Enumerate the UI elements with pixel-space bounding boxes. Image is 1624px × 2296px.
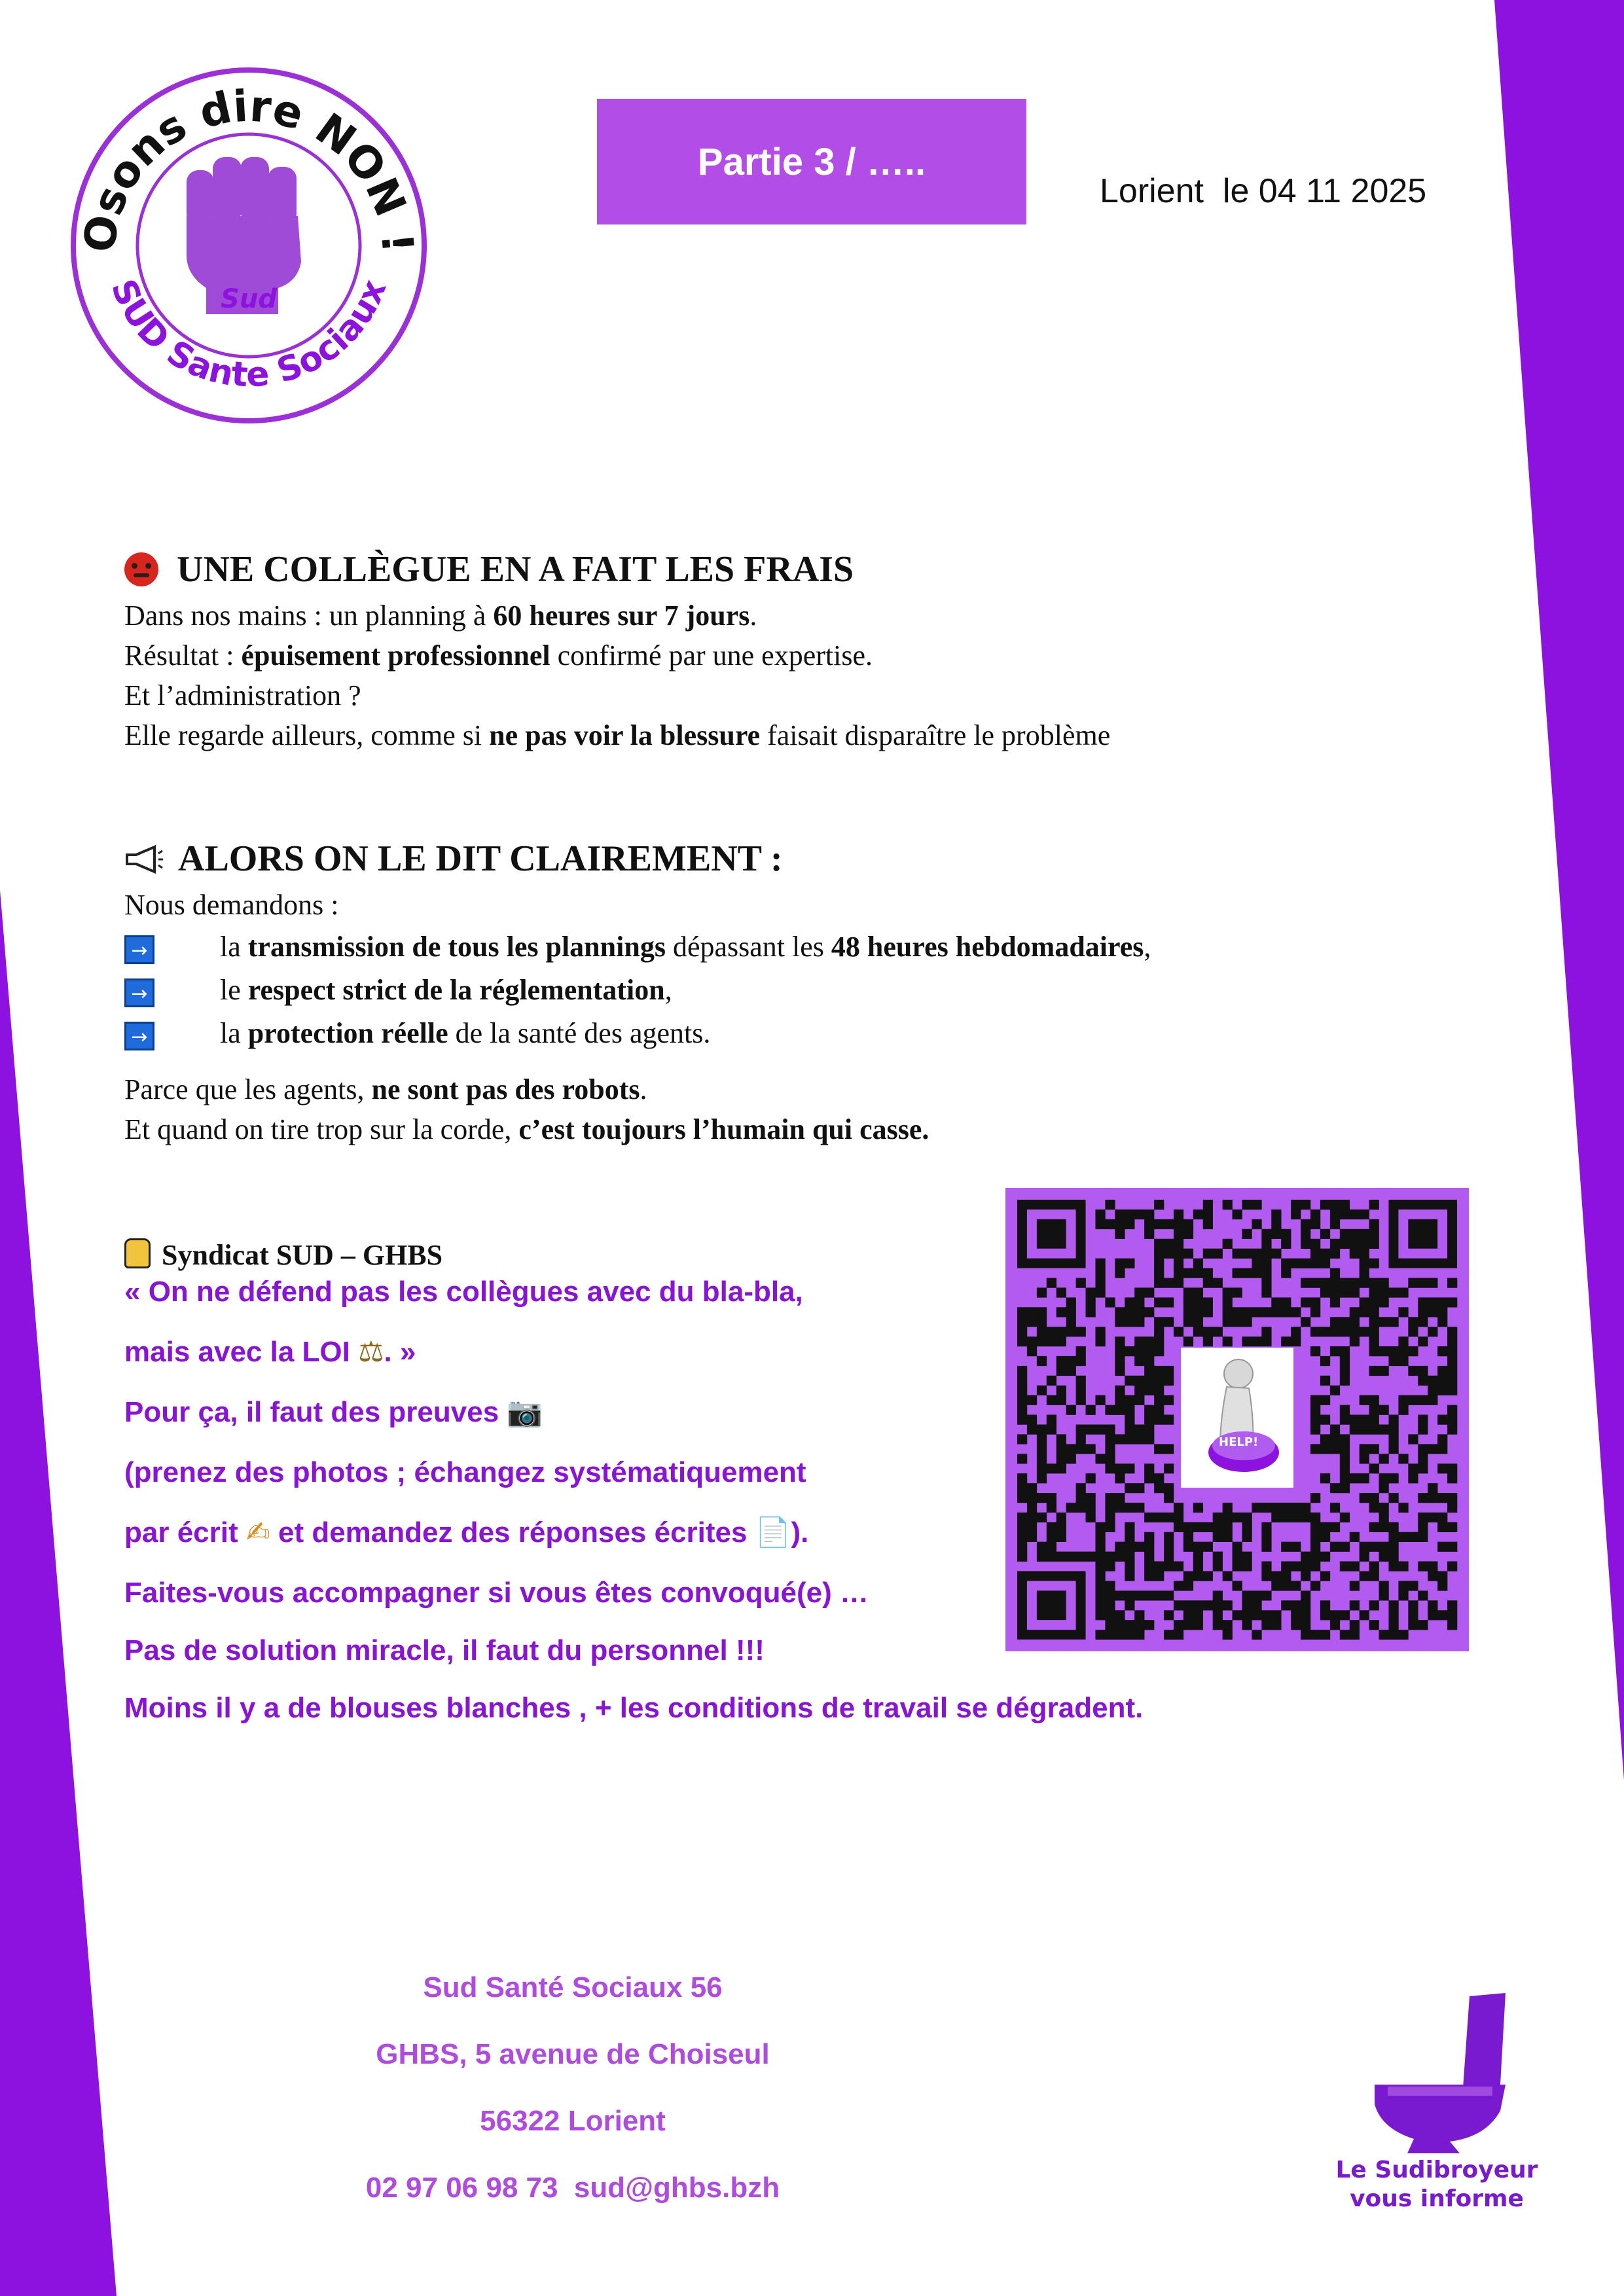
megaphone-icon <box>124 836 164 889</box>
help-image <box>1181 1348 1293 1488</box>
conclusion-line-2: Et quand on tire trop sur la corde, c’est toujours l’humain qui casse. <box>124 1113 929 1145</box>
section-one-line-3: Et l’administration ? <box>124 679 361 711</box>
qr-finder <box>1037 1219 1066 1249</box>
date-line: Lorient le 04 11 2025 <box>1100 172 1427 210</box>
demand-item-3: → la protection réelle de la santé des agents. <box>124 1013 1466 1069</box>
section-two-intro: Nous demandons : <box>124 889 339 921</box>
qr-code <box>1005 1188 1469 1651</box>
qr-finder <box>1408 1219 1437 1249</box>
accompany-line: Faites-vous accompagner si vous êtes convoqué(e) … <box>124 1577 869 1609</box>
scales-icon: ⚖ <box>358 1335 384 1369</box>
staff-line: Pas de solution miracle, il faut du personnel !!! <box>124 1634 765 1666</box>
help-label: HELP! <box>1219 1435 1259 1449</box>
footer-contact: 02 97 06 98 73 sud@ghbs.bzh <box>365 2172 780 2204</box>
section-two-title: ALORS ON LE DIT CLAIREMENT : <box>178 838 783 879</box>
footer-org: Sud Santé Sociaux 56 <box>423 1971 723 2003</box>
writing-hand-icon: ✍ <box>245 1516 270 1549</box>
mascot-line-1: Le Sudibroyeur <box>1335 2157 1538 2183</box>
section-one <box>124 543 1466 755</box>
logo-fist-text: Sud <box>221 284 277 314</box>
part-label-box <box>597 99 1026 224</box>
section-one-heading <box>124 543 1466 596</box>
raised-fist-icon <box>124 1238 151 1268</box>
arrow-right-icon: → <box>124 978 154 1007</box>
section-one-line-4: Elle regarde ailleurs, comme si ne pas voir la blessure faisait disparaître le problème <box>124 719 1111 751</box>
logo-top-text: Osons dire NON ! <box>73 81 424 256</box>
logo <box>69 65 429 425</box>
angry-face-icon <box>124 552 158 586</box>
written-line: par écrit ✍ et demandez des réponses écrites 📄). <box>124 1516 809 1549</box>
conditions-line: Moins il y a de blouses blanches , + les conditions de travail se dégradent. <box>124 1692 1144 1724</box>
section-one-title: UNE COLLÈGUE EN A FAIT LES FRAIS <box>177 549 854 590</box>
photos-line: (prenez des photos ; échangez systématiquement <box>124 1456 806 1488</box>
camera-icon: 📷 <box>507 1395 543 1429</box>
section-two <box>124 833 1466 1149</box>
logo-badge <box>69 65 429 425</box>
toilet-icon <box>1329 1990 1545 2153</box>
proof-line: Pour ça, il faut des preuves 📷 <box>124 1395 543 1429</box>
logo-bottom-text: SUD Sante Sociaux <box>103 274 395 395</box>
section-one-line-2: Résultat : épuisement professionnel confirmé par une expertise. <box>124 639 873 672</box>
mascot-line-2: vous informe <box>1350 2185 1524 2212</box>
part-label: Partie 3 / ….. <box>697 140 926 183</box>
quote-line-2: mais avec la LOI ⚖. » <box>124 1335 416 1369</box>
mascot <box>1329 1990 1545 2212</box>
footer-address <box>288 1967 857 2209</box>
demand-item-1: → la transmission de tous les plannings dépassant les 48 heures hebdomadaires, <box>124 927 1466 970</box>
section-two-heading <box>124 833 1466 885</box>
arrow-right-icon: → <box>124 1022 154 1050</box>
footer-city: 56322 Lorient <box>480 2105 666 2137</box>
footer-street: GHBS, 5 avenue de Choiseul <box>376 2038 770 2070</box>
demand-item-2: → le respect strict de la réglementation, <box>124 970 1466 1013</box>
document-icon: 📄 <box>755 1516 791 1549</box>
qr-finder <box>1037 1590 1066 1620</box>
section-one-line-1: Dans nos mains : un planning à 60 heures sur 7 jours. <box>124 600 757 632</box>
arrow-right-icon: → <box>124 935 154 964</box>
section-three-title: Syndicat SUD – GHBS <box>162 1239 443 1271</box>
conclusion-line-1: Parce que les agents, ne sont pas des robots. <box>124 1073 647 1105</box>
quote-line-1: « On ne défend pas les collègues avec du bla-bla, <box>124 1276 803 1308</box>
